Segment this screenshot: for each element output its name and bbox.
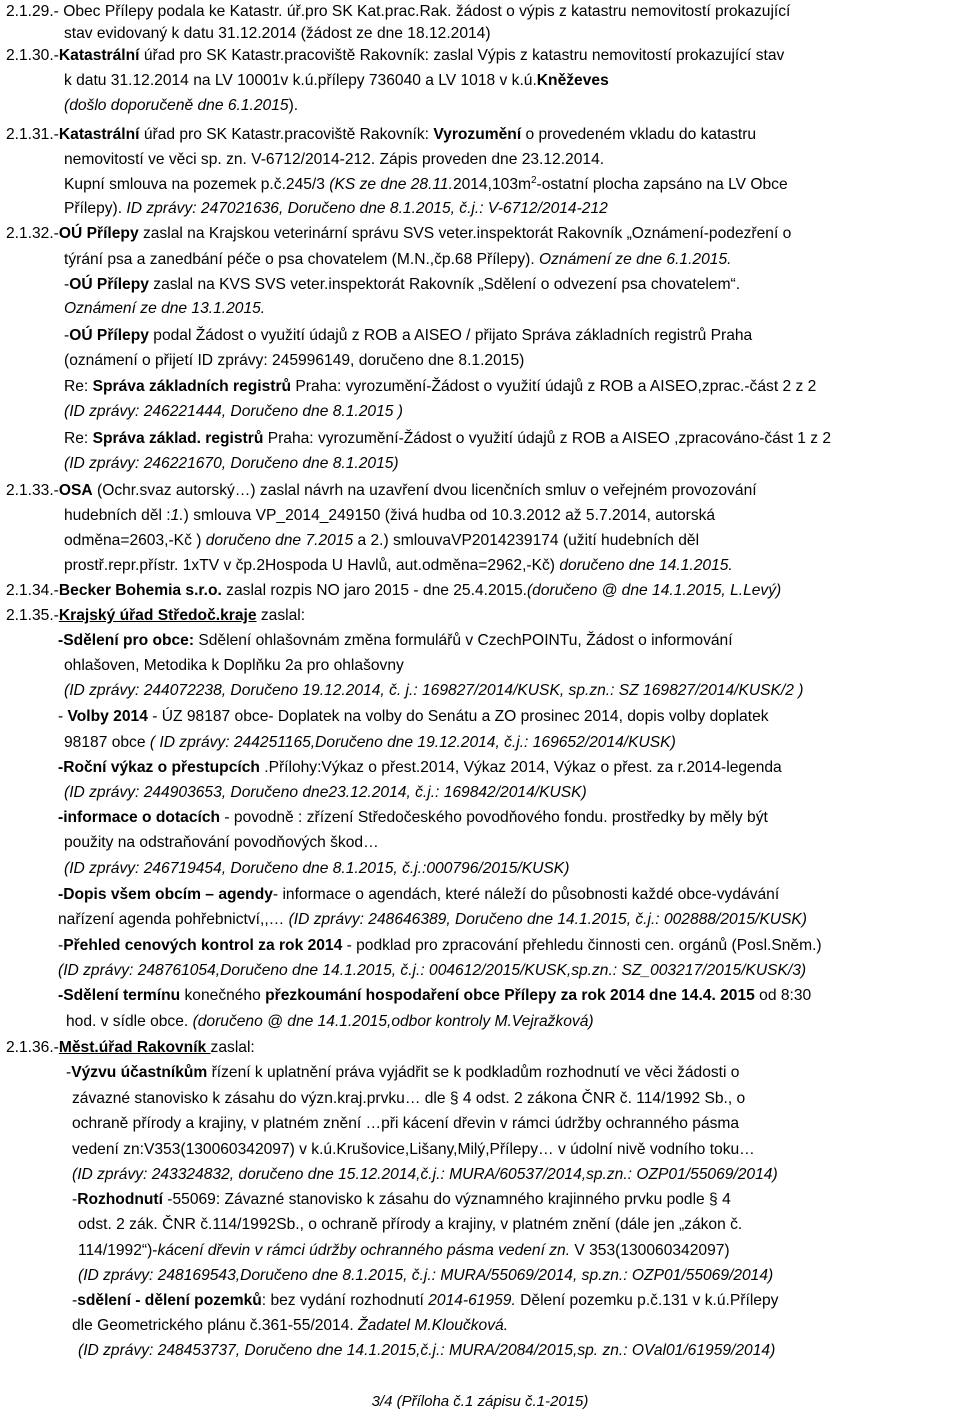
text-segment: pracoviště Rakovník: [284,126,434,143]
text-segment: podal Žádost o využití údajů z ROB a AISEO / přijato Správa základních registrů Praha [148,327,753,344]
text-segment: Re: [64,378,93,395]
text-line [6,273,740,297]
text-line [6,22,491,46]
text-segment: Katastrální [58,47,140,64]
text-line [6,806,768,830]
text-line [6,756,782,780]
text-segment: Výzvu účastníkům [71,1064,208,1081]
text-segment: -Roční výkaz o přestupcích [58,759,260,776]
text-segment: : bez vydání rozhodnutí [261,1292,429,1309]
text-segment: Oznámení ze dne 6.1.2015. [539,251,732,268]
text-segment: (doručeno @ dne 14.1.2015, L.Levý) [526,582,782,599]
text-segment: Oznámení ze dne 13.1.2015. [64,300,266,317]
text-segment: -55069: Závazné stanovisko k zásahu do významného krajinného prvku podle § 4 [162,1191,731,1208]
text-segment: 98187 obce [64,734,150,751]
text-segment: Přehled cenových kontrol za rok 2014 [63,937,343,954]
text-segment: Praha: vyrozumění-Žádost o využití údajů z ROB a AISEO,zprac.-část 2 z 2 [291,378,817,395]
text-segment: zaslal na Krajskou veterinární správu SVS veter.inspektorát Rakovník „Oznámení-podezření o [138,225,792,242]
text-segment: (ID zprávy: 248453737 [78,1342,236,1359]
text-segment: přezkoumání hospodaření obce Přílepy za rok 2014 dne 14.4. 2015 [265,987,755,1004]
text-segment: - [58,937,64,954]
text-line [6,529,699,553]
text-line [6,324,752,348]
text-segment: závazné stanovisko k zásahu do význ.kraj.prvku… dle § 4 odst. 2 zákona ČNR č. 114/1992 Sb., o [72,1090,746,1107]
text-segment: 2014-61959. [428,1292,516,1309]
text-line [6,173,788,197]
text-line [6,1289,778,1313]
text-line [6,1314,508,1338]
text-segment: (ID zprávy: 248169543,Doručeno dne 8.1.2015, č.j.: MURA/55069/2014, sp.zn.: OZP01/55069/2014) [78,1267,774,1284]
text-segment: -Sdělení termínu [58,987,181,1004]
text-line [6,197,608,221]
text-line [6,452,399,476]
text-segment: Kněževes [536,72,609,89]
text-line [6,1010,594,1034]
text-line [6,883,779,907]
text-segment: 2.1.35.- [6,607,59,624]
text-line [6,654,404,678]
text-segment: doručeno dne 7.2015 [205,532,354,549]
text-line [6,831,379,855]
text-segment: Sdělení ohlašovnám změna formulářů v CzechPOINTu, Žádost o informování [194,632,733,649]
text-line [6,504,715,528]
text-segment: odst. 2 zák. ČNR č.114/1992Sb., o ochraně přírody a krajiny, v platném znění (dále jen „zákon č. [78,1216,743,1233]
text-segment: V 353(130060342097) [570,1242,730,1259]
text-segment: - [64,327,70,344]
text-segment: nařízení agenda pohřebnictví,,… [58,911,289,928]
text-line [6,1138,755,1162]
text-line [6,69,609,93]
text-segment: .Přílohy:Výkaz o přest.2014, Výkaz 2014, Výkaz o přest. za r.2014-legenda [259,759,782,776]
text-segment: hudebních děl : [64,507,171,524]
text-line [6,554,733,578]
text-line [6,604,305,628]
text-segment: Krajský úřad Středoč.kraje [58,607,257,624]
text-segment: 2014,103m [452,176,531,193]
text-segment: 114/1992“)- [78,1242,158,1259]
text-line [6,959,806,983]
text-segment: (Ochr.svaz autorský…) zaslal návrh na uzavření dvou licenčních smluv o veřejném provozování [92,482,757,499]
text-segment: a 2.) smlouvaVP2014239174 (užití hudebních děl [353,532,700,549]
text-segment: o provedeném vkladu do katastru [521,126,757,143]
text-segment: (ID zprávy: 246221444, Doručeno dne 8.1.2015 ) [64,403,403,420]
text-line [6,781,587,805]
text-line [6,1163,778,1187]
text-line [6,0,790,24]
text-line [6,705,769,729]
text-segment: prostř.repr.přístr. 1xTV v čp.2Hospoda U Havlů, aut.odměna=2962,-Kč) [64,557,560,574]
text-segment: Re: [64,430,93,447]
text-line [6,427,831,451]
text-segment: 2.1.36.- [6,1039,59,1056]
text-segment: doručeno dne 14.1.2015. [559,557,733,574]
text-segment: 2.1.31.- [6,126,59,143]
text-line [6,857,569,881]
text-segment: OÚ Přílepy [69,276,149,293]
text-line [6,629,733,653]
text-segment: týrání psa a zanedbání péče o psa chovatelem (M.N.,čp.68 Přílepy). [64,251,539,268]
text-segment: 2.1.29.- Obec Přílepy podala ke Katastr. úř.pro SK Kat.prac.Rak. žádost o výpis z katastru nemovitostí prokazující [6,3,791,20]
text-segment: (ID zprávy: 244903653, Doručeno dne23.12.2014, č.j.: 169842/2014/KUSK) [64,784,587,801]
text-line [6,248,731,272]
text-segment: 2 [530,175,537,186]
text-segment: úřad pro SK Katastr.pracoviště Rakovník: zaslal Výpis z katastru nemovitostí prokazující stav [139,47,785,64]
text-segment: - [64,276,70,293]
text-segment: řízení k uplatnění práva vyjádřit se k podkladům rozhodnutí ve věci žádosti o [207,1064,740,1081]
text-segment: dle Geometrického plánu č.361-55/2014. [72,1317,359,1334]
text-segment: (ID zprávy: 248761054,Doručeno dne 14.1.2015, č.j.: 004612/2015/KUSK,sp.zn.: SZ_003217/2015/KUSK/3) [58,962,807,979]
text-segment: (ID zprávy: 243324832, doručeno dne 15.12.2014,č.j.: MURA/60537/2014,sp.zn.: OZP01/55069/2014) [72,1166,778,1183]
text-segment: -Sdělení pro obce: [58,632,195,649]
text-segment: (KS ze dne 28.11. [329,176,453,193]
text-line [6,1264,773,1288]
text-line [6,222,791,246]
text-segment: (doručeno @ dne 14.1.2015,odbor kontroly M.Vejražková) [192,1013,594,1030]
text-segment: (ID zprávy: 248646389, Doručeno dne 14.1.2015, č.j.: 002888/2015/KUSK) [288,911,807,928]
text-segment: 2014 [113,708,148,725]
text-segment: - [72,1292,78,1309]
text-segment: použity na odstraňování povodňových škod… [64,834,379,851]
text-segment: - ÚZ 98187 obce- Doplatek na volby do Senátu a ZO prosinec 2014, dopis volby doplatek [147,708,769,725]
text-segment: stav evidovaný k datu 31.12.2014 (žádost ze dne 18.12.2014) [64,25,491,42]
text-segment: kácení dřevin v rámci údržby ochranného pásma vedení zn. [157,1242,571,1259]
text-segment: (došlo doporučeně dne 6.1.2015 [64,97,289,114]
text-segment: Katastrální [58,126,140,143]
text-line [6,908,807,932]
text-segment: Žadatel M.Kloučková. [358,1317,509,1334]
text-segment: , Doručeno dne 14.1.2015,č.j.: MURA/2084/2015,sp. zn.: OVal01/61959/2014) [235,1342,776,1359]
text-segment: - [66,1064,72,1081]
text-segment: odměna=2603,-Kč ) [64,532,206,549]
text-segment: , Doručeno 19.12.2014, č. j.: 169827/2014/KUSK, sp.zn.: SZ 169827/2014/KUSK/2 ) [221,682,804,699]
text-segment: hod. v sídle obce. [66,1013,193,1030]
text-segment: -informace o dotacích [58,809,221,826]
text-segment: zaslal na KVS SVS veter.inspektorát Rakovník „Sdělení o odvezení psa chovatelem“. [148,276,741,293]
text-segment: Správa základ. registrů [92,430,264,447]
text-segment: ohlašoven, Metodika k Doplňku 2a pro ohlašovny [64,657,404,674]
text-segment: Volby [67,708,114,725]
text-segment: Vyrozumění [433,126,522,143]
text-segment: Správa základních registrů [92,378,292,395]
text-line [6,479,757,503]
text-line [6,579,781,603]
text-line [6,1188,731,1212]
text-line [6,400,403,424]
text-segment: OSA [58,482,93,499]
text-line [6,148,604,172]
text-line [6,1213,742,1237]
text-segment: 2.1.34.- [6,582,59,599]
text-segment: ID zprávy: 247021636, Doručeno dne 8.1.2015, č.j.: V-6712/2014-212 [126,200,608,217]
text-segment: Přílepy). [64,200,127,217]
text-segment: (ID zprávy: 246221670 [64,455,222,472]
text-line [6,984,811,1008]
text-segment: OÚ Přílepy [58,225,139,242]
text-segment: Praha: vyrozumění-Žádost o využití údajů z ROB a AISEO ,zpracováno-část 1 z 2 [263,430,832,447]
text-line [6,1339,775,1363]
text-segment: (ID zprávy: 246719454, Doručeno dne 8.1.2015, č.j.:000796/2015/KUSK) [64,860,570,877]
text-segment: od 8:30 [754,987,812,1004]
text-segment: , Doručeno dne 8.1.2015) [221,455,399,472]
text-line [6,934,822,958]
text-line [6,1112,739,1136]
text-line [6,94,298,118]
text-segment: 2.1.30.- [6,47,59,64]
text-segment: ochraně přírody a krajiny, v platném znění …při kácení dřevin v rámci údržby ochranného pásma [72,1115,740,1132]
text-line [6,1036,255,1060]
text-segment: 2.1.33.- [6,482,59,499]
text-segment: 1. [170,507,184,524]
text-segment: konečného [180,987,266,1004]
text-line [6,123,756,147]
text-segment: -Dopis všem obcím – agendy [58,886,273,903]
text-segment: zaslal: [210,1039,255,1056]
text-line [6,1061,739,1085]
text-line [6,731,676,755]
text-segment: - [72,1191,78,1208]
text-line [6,1087,745,1111]
text-segment: OÚ Přílepy [69,327,149,344]
text-segment: Měst.úřad Rakovník [58,1039,211,1056]
text-line [6,297,265,321]
text-segment: Dělení pozemku p.č.131 v k.ú.Přílepy [515,1292,779,1309]
text-line [6,349,524,373]
text-segment: (oznámení o přijetí ID zprávy: 245996149, doručeno dne 8.1.2015) [64,352,525,369]
text-segment: ) smlouva VP_2014_249150 (živá hudba od 10.3.2012 až 5.7.2014, autorská [183,507,716,524]
text-segment: Kupní smlouva na pozemek p.č.245/3 [64,176,330,193]
text-segment: vedení zn:V353(130060342097) v k.ú.Krušovice,Lišany,Milý,Přílepy… v údolní nivě vodního toku… [72,1141,755,1158]
text-line [6,44,784,68]
text-segment: ,Doručeno dne 19.12.2014, č.j.: 169652/2014/KUSK) [310,734,676,751]
text-line [6,1239,730,1263]
text-segment: (ID zprávy: 244072238 [64,682,222,699]
text-segment: - informace o agendách, které náleží do působnosti každé obce-vydávání [272,886,780,903]
text-segment: sdělení - dělení pozemků [77,1292,262,1309]
text-segment: ). [288,97,299,114]
text-segment: zaslal: [256,607,306,624]
text-segment: - podklad pro zpracování přehledu činnosti cen. orgánů (Posl.Sněm.) [342,937,822,954]
text-segment: - [58,708,68,725]
text-segment: ( ID zprávy: 244251165 [149,734,311,751]
text-segment: úřad pro SK Katastr. [139,126,285,143]
text-segment: -ostatní plocha zapsáno na LV Obce [536,176,788,193]
text-line [6,375,816,399]
text-segment: - povodně : zřízení Středočeského povodňového fondu. prostředky by měly být [220,809,768,826]
text-segment: Becker Bohemia s.r.o. [58,582,222,599]
page-footer: 3/4 (Příloha č.1 zápisu č.1-2015) [371,1393,589,1410]
text-segment: nemovitostí ve věci sp. zn. V-6712/2014-212. Zápis proveden dne 23.12.2014. [64,151,605,168]
text-segment: 2.1.32.- [6,225,59,242]
text-segment: Rozhodnutí [77,1191,163,1208]
text-line [6,679,803,703]
text-segment: k datu 31.12.2014 na LV 10001v k.ú.přílepy 736040 a LV 1018 v k.ú. [64,72,537,89]
text-segment: zaslal rozpis NO jaro 2015 - dne 25.4.2015. [221,582,527,599]
